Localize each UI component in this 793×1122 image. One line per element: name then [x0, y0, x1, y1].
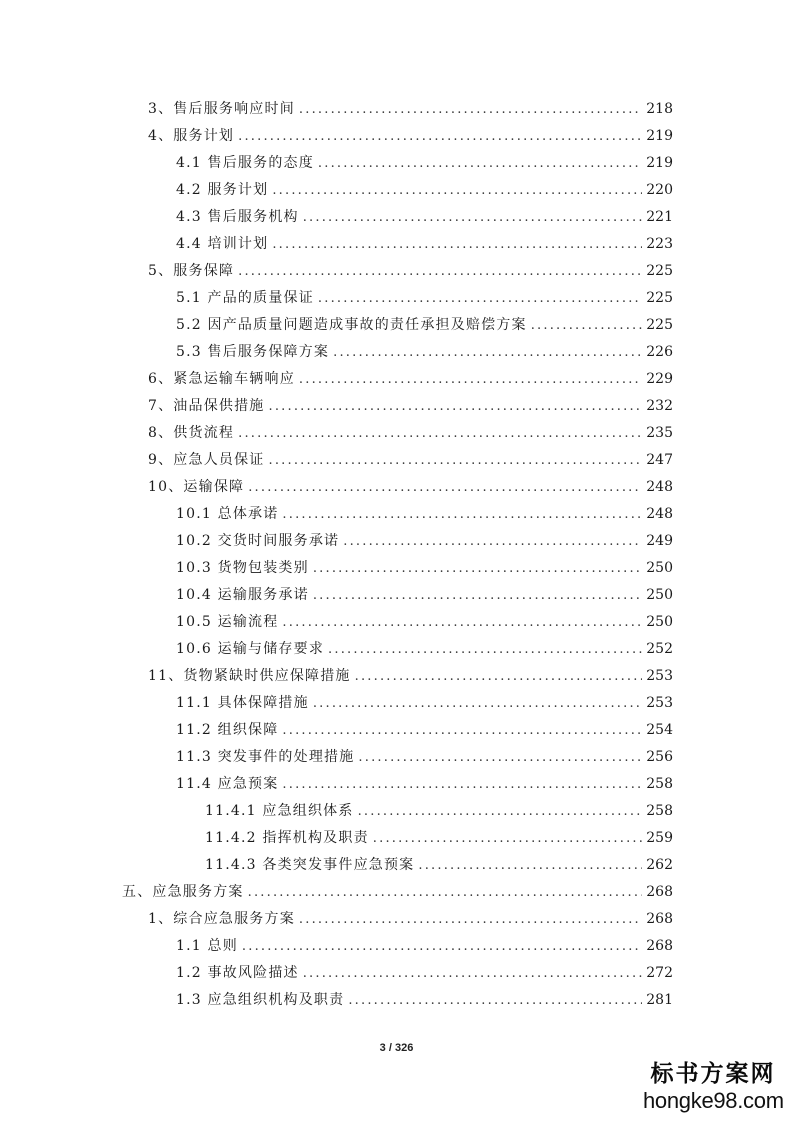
toc-entry-title: 4.2 服务计划	[176, 182, 269, 198]
toc-dot-leader	[313, 556, 642, 582]
toc-entry-page-number: 258	[646, 803, 673, 819]
toc-entry[interactable]	[176, 771, 673, 797]
toc-entry-title: 10.2 交货时间服务承诺	[176, 533, 340, 549]
toc-entry-title: 11.4.1 应急组织体系	[205, 803, 354, 819]
toc-entry[interactable]	[148, 447, 673, 473]
toc-entry[interactable]	[148, 663, 673, 689]
toc-entry-page-number: 259	[646, 830, 673, 846]
toc-entry[interactable]	[176, 609, 673, 635]
toc-entry-page-number: 225	[646, 263, 673, 279]
toc-entry-page-number: 220	[646, 182, 673, 198]
toc-entry[interactable]	[176, 177, 673, 203]
toc-entry[interactable]	[176, 501, 673, 527]
toc-dot-leader	[318, 286, 642, 312]
toc-dot-leader	[282, 610, 642, 636]
toc-entry-page-number: 253	[646, 695, 673, 711]
toc-entry-page-number: 252	[646, 641, 673, 657]
toc-dot-leader	[269, 394, 643, 420]
toc-entry[interactable]	[176, 528, 673, 554]
toc-entry-title: 11.4.3 各类突发事件应急预案	[205, 857, 415, 873]
toc-entry[interactable]	[176, 339, 673, 365]
toc-dot-leader	[313, 691, 642, 717]
toc-dot-leader	[238, 259, 642, 285]
toc-entry-title: 1、综合应急服务方案	[148, 911, 295, 927]
toc-entry-title: 10.3 货物包装类别	[176, 560, 309, 576]
toc-entry[interactable]	[148, 123, 673, 149]
toc-entry-title: 4、服务计划	[148, 128, 235, 144]
toc-entry-page-number: 250	[646, 614, 673, 630]
toc-dot-leader	[242, 934, 642, 960]
toc-entry-page-number: 249	[646, 533, 673, 549]
toc-entry[interactable]	[122, 879, 673, 905]
toc-dot-leader	[358, 799, 643, 825]
toc-dot-leader	[418, 853, 642, 879]
toc-entry[interactable]	[205, 825, 673, 851]
toc-entry-title: 7、油品保供措施	[148, 398, 265, 414]
toc-entry[interactable]	[176, 690, 673, 716]
toc-entry[interactable]	[148, 906, 673, 932]
toc-entry[interactable]	[148, 393, 673, 419]
toc-dot-leader	[299, 907, 642, 933]
toc-dot-leader	[358, 745, 642, 771]
toc-entry[interactable]	[176, 744, 673, 770]
toc-entry[interactable]	[176, 150, 673, 176]
toc-entry-page-number: 248	[646, 479, 673, 495]
toc-dot-leader	[282, 502, 642, 528]
toc-entry[interactable]	[148, 366, 673, 392]
toc-entry-title: 1.1 总则	[176, 938, 238, 954]
toc-entry-page-number: 268	[646, 911, 673, 927]
toc-entry-title: 10.6 运输与储存要求	[176, 641, 325, 657]
toc-entry-title: 11.1 具体保障措施	[176, 695, 309, 711]
toc-entry-page-number: 232	[646, 398, 673, 414]
toc-entry-title: 3、售后服务响应时间	[148, 101, 295, 117]
page-number-footer: 3 / 326	[379, 1042, 414, 1054]
toc-entry-title: 11.3 突发事件的处理措施	[176, 749, 355, 765]
toc-dot-leader	[248, 475, 642, 501]
toc-entry[interactable]	[205, 798, 673, 824]
toc-entry-title: 五、应急服务方案	[122, 884, 244, 900]
toc-entry[interactable]	[176, 582, 673, 608]
toc-entry[interactable]	[176, 231, 673, 257]
toc-entry-title: 8、供货流程	[148, 425, 235, 441]
toc-entry-page-number: 254	[646, 722, 673, 738]
toc-entry-title: 11.2 组织保障	[176, 722, 279, 738]
toc-entry[interactable]	[176, 204, 673, 230]
toc-entry-page-number: 250	[646, 560, 673, 576]
toc-dot-leader	[333, 340, 642, 366]
toc-dot-leader	[355, 664, 643, 690]
toc-entry-page-number: 225	[646, 317, 673, 333]
toc-entry-page-number: 268	[646, 938, 673, 954]
toc-entry-title: 5、服务保障	[148, 263, 235, 279]
toc-entry-page-number: 219	[646, 155, 673, 171]
toc-entry[interactable]	[176, 636, 673, 662]
toc-dot-leader	[272, 178, 642, 204]
toc-entry[interactable]	[176, 717, 673, 743]
toc-entry[interactable]	[148, 420, 673, 446]
toc-entry-page-number: 223	[646, 236, 673, 252]
toc-dot-leader	[348, 988, 642, 1014]
toc-entry-page-number: 225	[646, 290, 673, 306]
toc-entry-title: 6、紧急运输车辆响应	[148, 371, 295, 387]
toc-dot-leader	[248, 880, 643, 906]
toc-entry[interactable]	[176, 555, 673, 581]
toc-entry-page-number: 218	[646, 101, 673, 117]
toc-entry-title: 11、货物紧缺时供应保障措施	[148, 668, 351, 684]
toc-dot-leader	[343, 529, 642, 555]
toc-entry[interactable]	[148, 474, 673, 500]
toc-entry-page-number: 226	[646, 344, 673, 360]
toc-entry-title: 1.3 应急组织机构及职责	[176, 992, 345, 1008]
toc-dot-leader	[303, 205, 643, 231]
watermark-chinese: 标书方案网	[650, 1060, 776, 1087]
toc-entry-page-number: 250	[646, 587, 673, 603]
toc-dot-leader	[282, 718, 642, 744]
toc-entry-title: 4.3 售后服务机构	[176, 209, 299, 225]
site-watermark	[643, 1060, 783, 1114]
toc-dot-leader	[373, 826, 642, 852]
toc-entry-title: 4.1 售后服务的态度	[176, 155, 314, 171]
toc-entry[interactable]	[176, 933, 673, 959]
toc-dot-leader	[282, 772, 642, 798]
toc-entry-title: 9、应急人员保证	[148, 452, 265, 468]
toc-entry-page-number: 256	[646, 749, 673, 765]
toc-entry-page-number: 262	[646, 857, 673, 873]
toc-entry-title: 10、运输保障	[148, 479, 245, 495]
toc-dot-leader	[531, 313, 643, 339]
toc-entry-title: 1.2 事故风险描述	[176, 965, 299, 981]
toc-dot-leader	[328, 637, 642, 663]
toc-entry-title: 4.4 培训计划	[176, 236, 269, 252]
toc-entry-page-number: 247	[646, 452, 673, 468]
watermark-url: hongke98.com	[643, 1088, 784, 1113]
toc-entry-page-number: 248	[646, 506, 673, 522]
toc-entry-title: 11.4 应急预案	[176, 776, 279, 792]
toc-entry-title: 10.5 运输流程	[176, 614, 279, 630]
toc-entry-page-number: 268	[646, 884, 673, 900]
toc-dot-leader	[303, 961, 643, 987]
toc-dot-leader	[313, 583, 642, 609]
toc-entry-title: 10.4 运输服务承诺	[176, 587, 309, 603]
toc-entry[interactable]	[148, 258, 673, 284]
toc-dot-leader	[238, 421, 642, 447]
toc-entry[interactable]	[176, 987, 673, 1013]
toc-entry[interactable]	[176, 960, 673, 986]
toc-entry[interactable]	[176, 312, 673, 338]
toc-dot-leader	[299, 367, 642, 393]
toc-entry-title: 10.1 总体承诺	[176, 506, 279, 522]
toc-dot-leader	[318, 151, 642, 177]
toc-entry-title: 5.2 因产品质量问题造成事故的责任承担及赔偿方案	[176, 317, 527, 333]
toc-entry-page-number: 235	[646, 425, 673, 441]
toc-entry-title: 11.4.2 指挥机构及职责	[205, 830, 369, 846]
toc-dot-leader	[269, 448, 643, 474]
toc-entry[interactable]	[205, 852, 673, 878]
toc-entry-title: 5.3 售后服务保障方案	[176, 344, 330, 360]
toc-entry[interactable]	[176, 285, 673, 311]
toc-entry-page-number: 221	[646, 209, 673, 225]
toc-entry-title: 5.1 产品的质量保证	[176, 290, 314, 306]
toc-entry-page-number: 281	[646, 992, 673, 1008]
toc-entry-page-number: 272	[646, 965, 673, 981]
toc-entry-page-number: 229	[646, 371, 673, 387]
toc-dot-leader	[238, 124, 642, 150]
toc-entry-page-number: 258	[646, 776, 673, 792]
toc-dot-leader	[272, 232, 642, 258]
toc-entry[interactable]	[148, 96, 673, 122]
toc-dot-leader	[299, 97, 642, 123]
toc-entry-page-number: 219	[646, 128, 673, 144]
toc-entry-page-number: 253	[646, 668, 673, 684]
